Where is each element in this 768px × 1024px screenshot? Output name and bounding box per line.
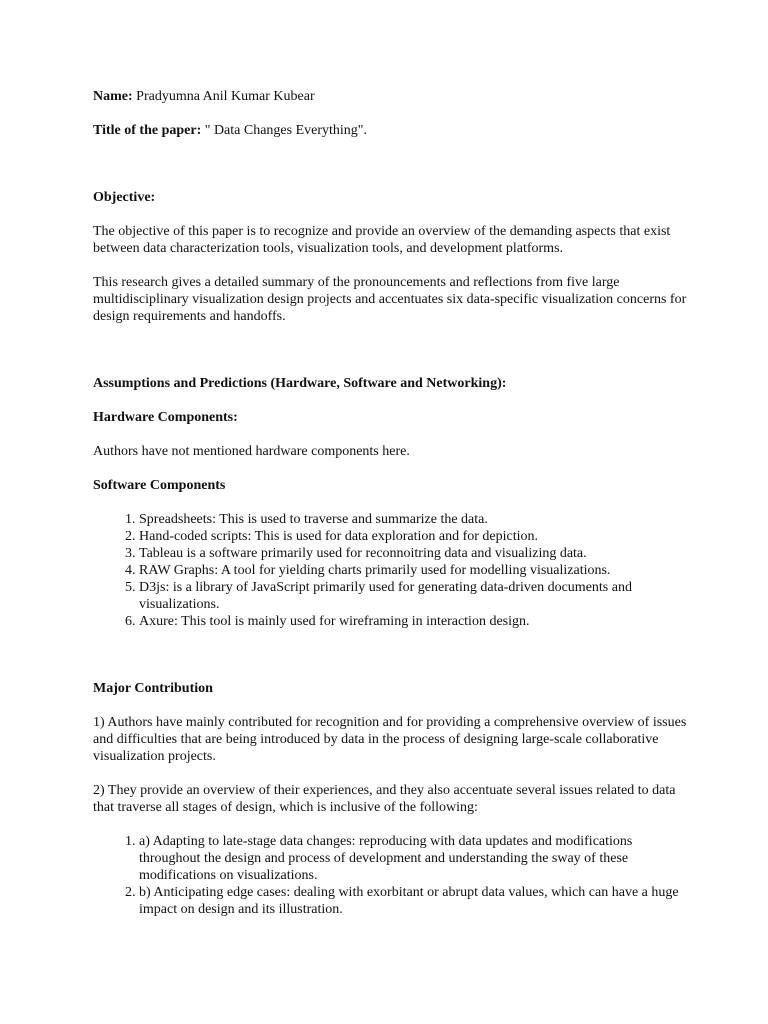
list-item: 2. b) Anticipating edge cases: dealing with exorbitant or abrupt data values, which can have a huge impact on design and its illustration. — [139, 884, 693, 918]
contribution-paragraph-1: 1) Authors have mainly contributed for recognition and for providing a comprehensive overview of issues and difficulties that are being introduced by data in the process of designing large-scale collaborative visualization projects. — [93, 715, 687, 764]
name-line — [93, 88, 693, 105]
title-label: Title of the paper: — [93, 123, 202, 138]
assumptions-heading: Assumptions and Predictions (Hardware, Software and Networking): — [93, 376, 507, 391]
list-item: 1. a) Adapting to late-stage data changes: reproducing with data updates and modifications throughout the design and process of development and understanding the sway of these modifications on visualizations. — [139, 833, 693, 884]
contribution-paragraph-2: 2) They provide an overview of their experiences, and they also accentuate several issues related to data that traverse all stages of design, which is inclusive of the following: — [93, 783, 676, 815]
title-line — [93, 122, 693, 139]
objective-heading: Objective: — [93, 190, 156, 205]
objective-paragraph-1: The objective of this paper is to recognize and provide an overview of the demanding aspects that exist between data characterization tools, visualization tools, and development platforms. — [93, 224, 671, 256]
software-heading: Software Components — [93, 478, 226, 493]
list-item: 4. RAW Graphs: A tool for yielding charts primarily used for modelling visualizations. — [139, 562, 693, 579]
hardware-heading: Hardware Components: — [93, 410, 238, 425]
list-item: 1. Spreadsheets: This is used to traverse and summarize the data. — [139, 511, 693, 528]
paper-title: " Data Changes Everything". — [201, 123, 368, 138]
list-item: 3. Tableau is a software primarily used for reconnoitring data and visualizing data. — [139, 545, 693, 562]
list-item: 5. D3js: is a library of JavaScript primarily used for generating data-driven documents and visualizations. — [139, 579, 693, 613]
objective-paragraph-2: This research gives a detailed summary of the pronouncements and reflections from five large multidisciplinary visualization design projects and accentuates six data-specific visualization concerns for design requirements and handoffs. — [93, 275, 687, 324]
author-name: Pradyumna Anil Kumar Kubear — [132, 89, 315, 104]
name-label: Name: — [93, 89, 133, 104]
contribution-heading: Major Contribution — [93, 681, 213, 696]
document-page — [93, 88, 693, 918]
contribution-list — [93, 833, 693, 918]
software-list — [93, 511, 693, 630]
hardware-text: Authors have not mentioned hardware components here. — [93, 444, 410, 459]
list-item: 2. Hand-coded scripts: This is used for data exploration and for depiction. — [139, 528, 693, 545]
list-item: 6. Axure: This tool is mainly used for wireframing in interaction design. — [139, 613, 693, 630]
